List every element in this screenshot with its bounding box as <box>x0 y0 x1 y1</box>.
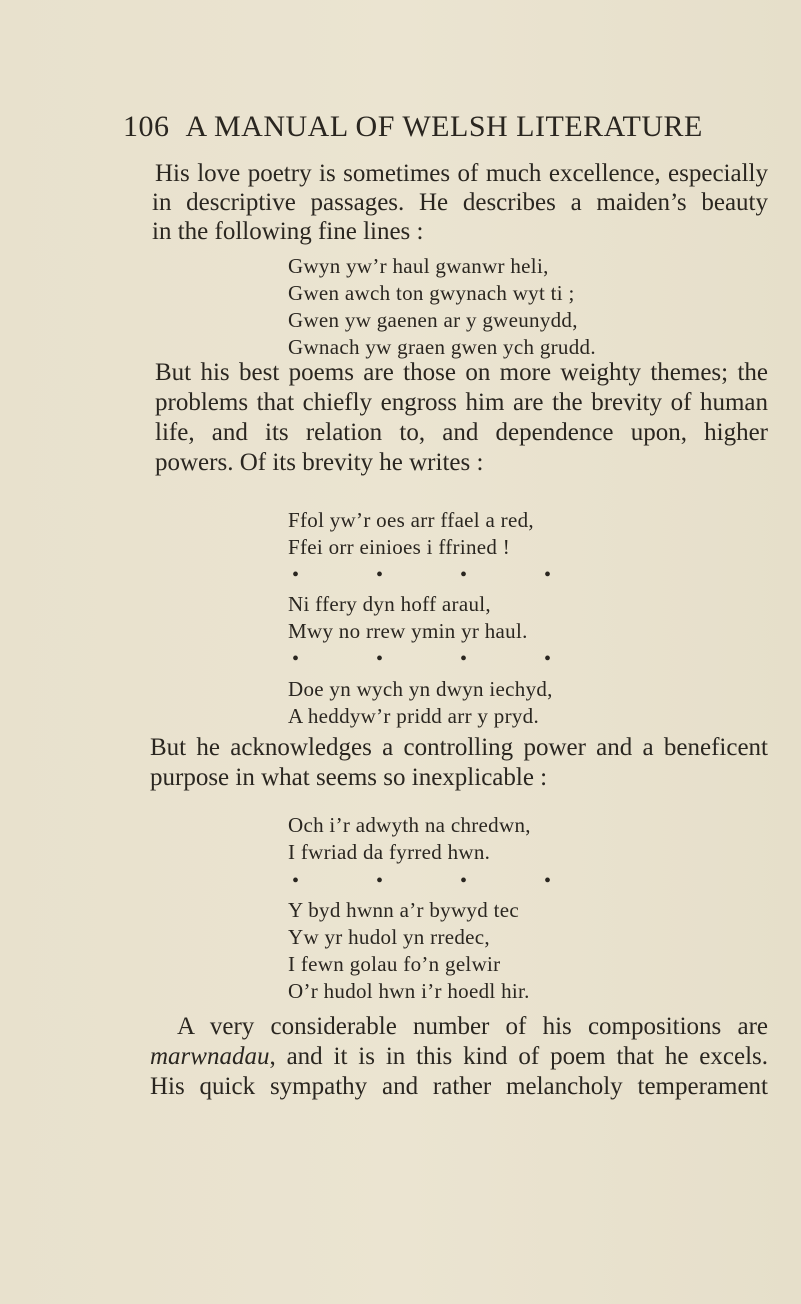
verse-line: Ni ffery dyn hoff araul, <box>288 592 491 616</box>
running-title: A MANUAL OF WELSH LITERATURE <box>185 110 703 143</box>
verse-line: Mwy no rrew ymin yr haul. <box>288 619 528 643</box>
verse-line: I fwriad da fyrred hwn. <box>288 840 491 864</box>
verse-line: Ffei orr einioes i ffrined ! <box>288 535 511 559</box>
text-line: in descriptive passages. He describes a maiden’s beauty <box>152 189 768 216</box>
verse-line: Ffol yw’r oes arr ffael a red, <box>288 508 534 532</box>
verse-line: Och i’r adwyth na chredwn, <box>288 813 531 837</box>
verse-line: Doe yn wych yn dwyn iechyd, <box>288 677 553 701</box>
paragraph-weighty-themes <box>155 358 768 478</box>
verse-line: Gwen yw gaenen ar y gweunydd, <box>288 308 578 332</box>
verse-brevity-1 <box>288 507 534 561</box>
paragraph-love-poetry <box>152 159 768 246</box>
text-line: life, and its relation to, and dependence upon, higher <box>155 419 768 446</box>
verse-line: O’r hudol hwn i’r hoedl hir. <box>288 979 530 1003</box>
verse-line: A heddyw’r pridd arr y pryd. <box>288 704 540 728</box>
page-number: 106 <box>123 110 170 143</box>
verse-controlling-2 <box>288 897 530 1005</box>
verse-line: Y byd hwnn a’r bywyd tec <box>288 898 519 922</box>
text-fragment: , and it is in this kind of poem that he excels. <box>269 1043 768 1070</box>
text-line: in the following fine lines : <box>152 218 424 245</box>
ellipsis-dots: • • • • <box>292 648 588 670</box>
paragraph-marwnadau <box>150 1012 768 1102</box>
verse-brevity-3 <box>288 676 553 730</box>
text-line: A very considerable number of his compositions are <box>177 1013 768 1040</box>
paragraph-controlling-power <box>150 733 768 793</box>
verse-brevity-2 <box>288 591 528 645</box>
text-line: But he acknowledges a controlling power and a beneficent <box>150 734 768 761</box>
verse-controlling-1 <box>288 812 531 866</box>
verse-line: Gwnach yw graen gwen ych grudd. <box>288 335 596 359</box>
verse-line: Gwyn yw’r haul gwanwr heli, <box>288 254 549 278</box>
text-line: powers. Of its brevity he writes : <box>155 449 484 476</box>
running-header <box>123 110 703 144</box>
text-line <box>150 1042 768 1072</box>
ellipsis-dots: • • • • <box>292 564 588 586</box>
ellipsis-dots: • • • • <box>292 870 588 892</box>
text-line: But his best poems are those on more weighty themes; the <box>155 359 768 386</box>
italic-term: marwnadau <box>150 1043 270 1070</box>
text-line: His love poetry is sometimes of much excellence, especially <box>155 160 768 187</box>
verse-line: Gwen awch ton gwynach wyt ti ; <box>288 281 575 305</box>
verse-line: I fewn golau fo’n gelwir <box>288 952 501 976</box>
verse-maiden-beauty <box>288 253 596 361</box>
text-line: purpose in what seems so inexplicable : <box>150 764 548 791</box>
text-line: His quick sympathy and rather melancholy temperament <box>150 1073 768 1100</box>
verse-line: Yw yr hudol yn rredec, <box>288 925 490 949</box>
text-line: problems that chiefly engross him are the brevity of human <box>155 389 768 416</box>
